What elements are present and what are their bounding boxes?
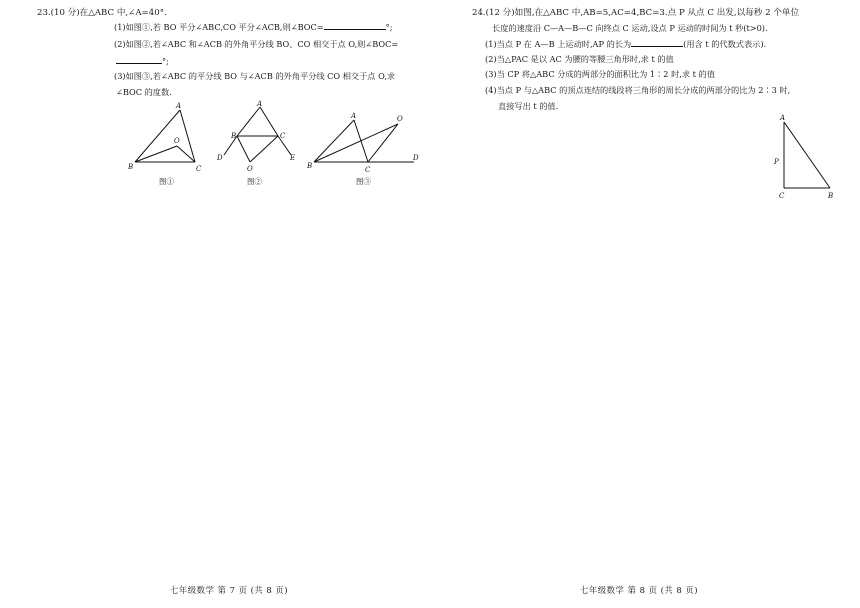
fig2-label-a: A [257, 100, 263, 108]
figure-2-caption: 图② [247, 177, 262, 186]
question-24-part-4: (4)当点 P 与△ABC 的顶点连结的线段将三角形的周长分成的两部分的比为 2∶3 时, [485, 85, 791, 95]
figure-triangle-abc [770, 112, 840, 204]
fig1-label-o: O [174, 137, 180, 145]
fig2-label-d: D [217, 154, 223, 162]
question-23-part-3-cont: ∠BOC 的度数. [116, 87, 172, 97]
fig2-label-b: B [231, 132, 237, 140]
fig2-label-c: C [280, 132, 286, 140]
fig1-label-a: A [176, 102, 182, 110]
answer-blank-24-1[interactable] [631, 38, 683, 47]
figure-1 [126, 100, 206, 176]
question-23-part-2-suffix: °; [162, 56, 169, 66]
exam-page-8 [430, 0, 860, 608]
triangle-label-a: A [780, 114, 786, 122]
figure-3-caption: 图③ [356, 177, 371, 186]
question-23-stem: 23.(10 分)在△ABC 中,∠A=40°. [37, 8, 167, 18]
page-7-footer: 七年级数学 第 7 页 (共 8 页) [170, 585, 289, 595]
question-24-part-1 [485, 38, 766, 50]
figure-3 [304, 108, 426, 176]
fig1-label-b: B [128, 163, 134, 171]
question-24-stem: 24.(12 分)如图,在△ABC 中,AB=5,AC=4,BC=3.点 P 从点 C 出发,以每秒 2 个单位 [472, 8, 800, 18]
figure-1-caption: 图① [159, 177, 174, 186]
answer-blank-23-2[interactable] [116, 55, 162, 64]
question-24-part-4-cont: 直接写出 t 的值. [498, 101, 559, 111]
triangle-label-p: P [774, 158, 779, 166]
triangle-label-b: B [828, 192, 834, 200]
question-24-part-3: (3)当 CP 将△ABC 分成的两部分的面积比为 1∶2 时,求 t 的值 [485, 69, 715, 79]
question-23-part-2 [114, 38, 398, 50]
answer-blank-23-1[interactable] [324, 21, 386, 30]
page-8-footer: 七年级数学 第 8 页 (共 8 页) [580, 585, 699, 595]
question-23-part-2-text: (2)如图②,若∠ABC 和∠ACB 的外角平分线 BO、CO 相交于点 O,则∠BOC= [114, 39, 399, 49]
fig3-label-b: B [307, 162, 313, 170]
question-23-part-1-text: (1)如图①,若 BO 平分∠ABC,CO 平分∠ACB,则∠BOC= [114, 22, 324, 32]
figure-2 [214, 98, 298, 176]
fig3-label-c: C [365, 166, 371, 174]
question-23-part-1-suffix: °; [385, 22, 393, 32]
fig3-label-d: D [413, 154, 419, 162]
question-24-part-1-suffix: (用含 t 的代数式表示). [683, 39, 767, 49]
question-23-part-2-cont [116, 55, 169, 67]
fig2-label-e: E [290, 154, 296, 162]
fig2-label-o: O [247, 165, 253, 173]
question-24-stem-cont: 长度的速度沿 C—A—B—C 向终点 C 运动,设点 P 运动的时间为 t 秒(t>0). [492, 23, 768, 33]
question-23-part-1 [114, 21, 392, 33]
triangle-label-c: C [779, 192, 785, 200]
question-24-part-1-text: (1)当点 P 在 A—B 上运动时,AP 的长为 [485, 39, 632, 49]
question-24-part-2: (2)当△PAC 是以 AC 为腰的等腰三角形时,求 t 的值 [485, 54, 674, 64]
question-23-part-3: (3)如图③,若∠ABC 的平分线 BO 与∠ACB 的外角平分线 CO 相交于点 O,求 [114, 71, 396, 81]
fig3-label-o: O [397, 115, 403, 123]
fig1-label-c: C [196, 165, 202, 173]
fig3-label-a: A [351, 112, 357, 120]
